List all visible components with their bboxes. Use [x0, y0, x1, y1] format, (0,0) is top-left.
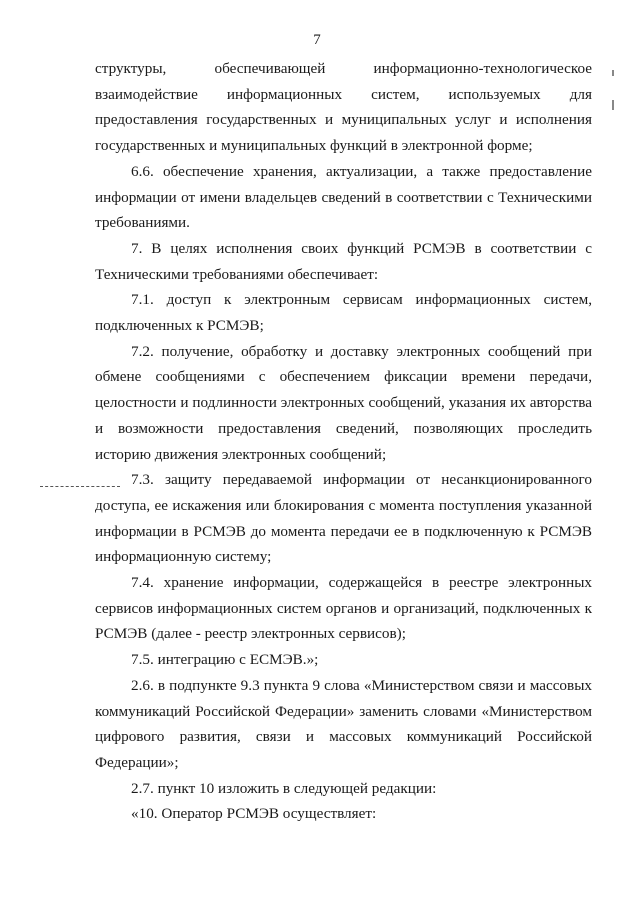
paragraph-6-6: 6.6. обеспечение хранения, актуализации, а также предоставление информации от имени владельцев сведений в соответствии с Техническими требованиями. [95, 162, 592, 232]
paragraph-7-1: 7.1. доступ к электронным сервисам информационных систем, подключенных к РСМЭВ; [95, 291, 592, 335]
paragraph-2-6: 2.6. в подпункте 9.3 пункта 9 слова «Министерством связи и массовых коммуникаций Российской Федерации» заменить словами «Министерством цифрового развития, связи и массовых коммуникаций Российской Федерации»; [95, 676, 592, 771]
margin-mark [612, 70, 614, 76]
document-body [95, 56, 592, 827]
paragraph-7-5: 7.5. интеграцию с ЕСМЭВ.»; [131, 651, 319, 669]
paragraph-7-2: 7.2. получение, обработку и доставку электронных сообщений при обмене сообщениями с обеспечением фиксации времени передачи, целостности и подлинности электронных сообщений, указания их авторства и возможности предоставления сведений, позволяющих проследить историю движения электронных сообщений; [95, 342, 592, 463]
paragraph-2-7: 2.7. пункт 10 изложить в следующей редакции: [131, 779, 437, 797]
paragraph-continuation: структуры, обеспечивающей информационно-технологическое взаимодействие информационных систем, используемых для предоставления государственных и муниципальных услуг и исполнения государственных и муниципальных функций в электронной форме; [95, 60, 592, 155]
paragraph-10: «10. Оператор РСМЭВ осуществляет: [131, 805, 377, 823]
page-number: 7 [313, 32, 321, 48]
paragraph-7-3: 7.3. защиту передаваемой информации от несанкционированного доступа, ее искажения или блокирования с момента поступления указанной информации в РСМЭВ до момента передачи ее в подключенную к РСМЭВ информационную систему; [95, 471, 592, 566]
paragraph-7-4: 7.4. хранение информации, содержащейся в реестре электронных сервисов информационных систем органов и организаций, подключенных к РСМЭВ (далее - реестр электронных сервисов); [95, 574, 592, 643]
paragraph-7: 7. В целях исполнения своих функций РСМЭВ в соответствии с Техническими требованиями обеспечивает: [95, 239, 592, 283]
margin-mark [612, 100, 614, 110]
